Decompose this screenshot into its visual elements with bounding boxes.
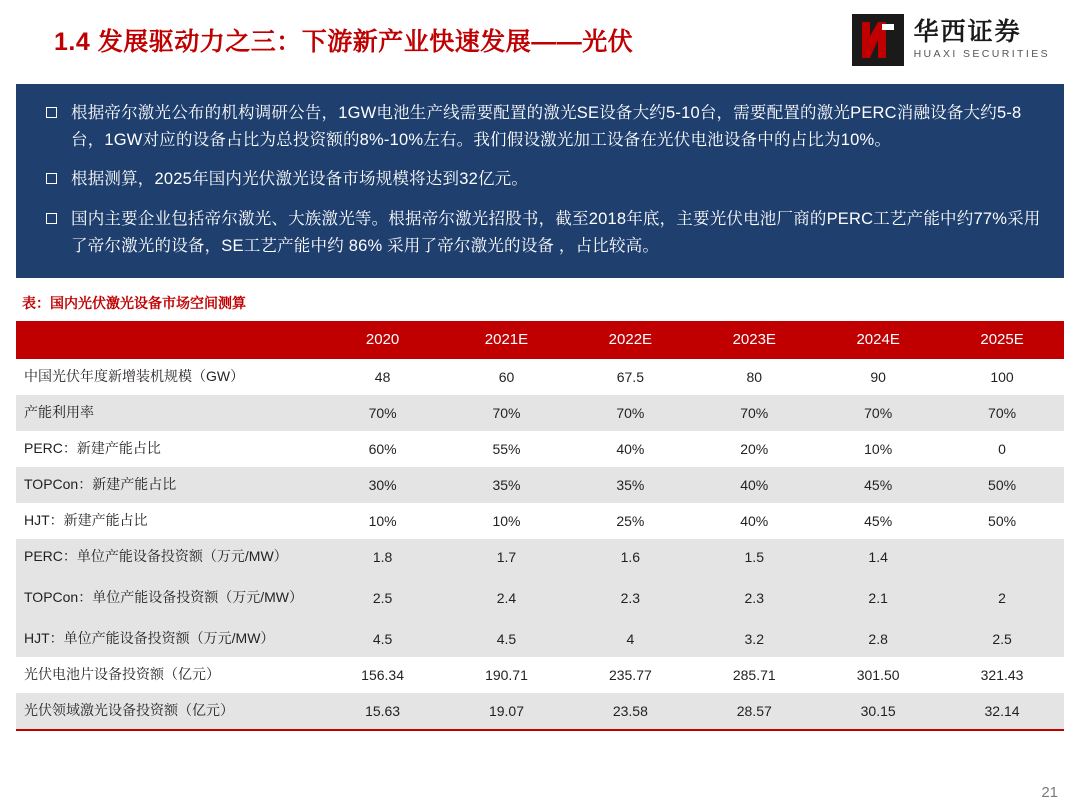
cell: 60 <box>445 359 569 395</box>
col-header-2025e: 2025E <box>940 321 1064 359</box>
cell: 35% <box>445 467 569 503</box>
col-header-2020: 2020 <box>321 321 445 359</box>
table-row <box>16 539 1064 575</box>
cell: 2.3 <box>568 575 692 621</box>
table-row <box>16 657 1064 693</box>
cell: 70% <box>445 395 569 431</box>
cell: 28.57 <box>692 693 816 729</box>
cell: 1.5 <box>692 539 816 575</box>
cell: 10% <box>445 503 569 539</box>
table-row <box>16 503 1064 539</box>
cell: 32.14 <box>940 693 1064 729</box>
cell <box>940 539 1064 575</box>
cell: 30.15 <box>816 693 940 729</box>
cell: 2 <box>940 575 1064 621</box>
cell: 30% <box>321 467 445 503</box>
table-row <box>16 621 1064 657</box>
cell: 100 <box>940 359 1064 395</box>
cell: 19.07 <box>445 693 569 729</box>
cell: 1.7 <box>445 539 569 575</box>
cell: 70% <box>816 395 940 431</box>
page-title: 1.4 发展驱动力之三：下游新产业快速发展——光伏 <box>54 28 634 56</box>
table <box>16 321 1064 729</box>
cell: 2.5 <box>940 621 1064 657</box>
cell: 235.77 <box>568 657 692 693</box>
cell: 70% <box>692 395 816 431</box>
cell: 67.5 <box>568 359 692 395</box>
bullet-text: 根据帝尔激光公布的机构调研公告，1GW电池生产线需要配置的激光SE设备大约5-10台，需要配置的激光PERC消融设备大约5-8台，1GW对应的设备占比为总投资额的8%-10%左右。我们假设激光加工设备在光伏电池设备中的占比为10%。 <box>71 104 1022 149</box>
bullet-item <box>38 166 1042 193</box>
market-size-table <box>16 321 1064 729</box>
cell: 301.50 <box>816 657 940 693</box>
cell: 80 <box>692 359 816 395</box>
cell: 40% <box>692 503 816 539</box>
cell: 10% <box>321 503 445 539</box>
cell: 10% <box>816 431 940 467</box>
cell: 25% <box>568 503 692 539</box>
cell: 3.2 <box>692 621 816 657</box>
cell: 90 <box>816 359 940 395</box>
table-row <box>16 431 1064 467</box>
cell: 1.8 <box>321 539 445 575</box>
table-caption: 表：国内光伏激光设备市场空间测算 <box>22 294 246 311</box>
cell: 0 <box>940 431 1064 467</box>
key-points-panel <box>16 84 1064 278</box>
cell: 156.34 <box>321 657 445 693</box>
row-label: PERC：新建产能占比 <box>16 431 321 467</box>
square-bullet-icon <box>46 173 57 184</box>
cell: 190.71 <box>445 657 569 693</box>
cell: 1.4 <box>816 539 940 575</box>
cell: 70% <box>940 395 1064 431</box>
cell: 35% <box>568 467 692 503</box>
cell: 50% <box>940 467 1064 503</box>
table-body <box>16 359 1064 729</box>
logo-name-en: HUAXI SECURITIES <box>913 48 1050 61</box>
row-label: TOPCon：单位产能设备投资额（万元/MW） <box>16 575 321 621</box>
cell: 2.1 <box>816 575 940 621</box>
cell: 20% <box>692 431 816 467</box>
cell: 23.58 <box>568 693 692 729</box>
huaxi-logo-icon <box>852 14 904 66</box>
cell: 285.71 <box>692 657 816 693</box>
cell: 1.6 <box>568 539 692 575</box>
table-bottom-divider <box>16 729 1064 731</box>
logo-text <box>914 19 1050 61</box>
cell: 45% <box>816 503 940 539</box>
cell: 4.5 <box>445 621 569 657</box>
table-head <box>16 321 1064 359</box>
table-row <box>16 467 1064 503</box>
table-row <box>16 575 1064 621</box>
cell: 40% <box>692 467 816 503</box>
cell: 60% <box>321 431 445 467</box>
page-number: 21 <box>1041 784 1058 801</box>
bullet-item <box>38 100 1042 153</box>
row-label: 光伏领域激光设备投资额（亿元） <box>16 693 321 729</box>
square-bullet-icon <box>46 213 57 224</box>
square-bullet-icon <box>46 107 57 118</box>
col-header-2021e: 2021E <box>445 321 569 359</box>
col-header-2023e: 2023E <box>692 321 816 359</box>
cell: 321.43 <box>940 657 1064 693</box>
cell: 2.4 <box>445 575 569 621</box>
cell: 45% <box>816 467 940 503</box>
table-row <box>16 395 1064 431</box>
bullet-text: 根据测算，2025年国内光伏激光设备市场规模将达到32亿元。 <box>71 170 529 189</box>
cell: 70% <box>568 395 692 431</box>
col-header-2022e: 2022E <box>568 321 692 359</box>
cell: 40% <box>568 431 692 467</box>
cell: 70% <box>321 395 445 431</box>
row-label: 产能利用率 <box>16 395 321 431</box>
table-row <box>16 693 1064 729</box>
table-header-row <box>16 321 1064 359</box>
cell: 2.3 <box>692 575 816 621</box>
cell: 55% <box>445 431 569 467</box>
row-label: HJT：单位产能设备投资额（万元/MW） <box>16 621 321 657</box>
row-label: 中国光伏年度新增装机规模（GW） <box>16 359 321 395</box>
row-label: TOPCon：新建产能占比 <box>16 467 321 503</box>
logo-name-cn: 华西证券 <box>913 17 1022 46</box>
row-label: 光伏电池片设备投资额（亿元） <box>16 657 321 693</box>
cell: 15.63 <box>321 693 445 729</box>
bullet-item <box>38 206 1042 259</box>
cell: 4.5 <box>321 621 445 657</box>
cell: 2.8 <box>816 621 940 657</box>
col-header-2024e: 2024E <box>816 321 940 359</box>
cell: 4 <box>568 621 692 657</box>
bullet-text: 国内主要企业包括帝尔激光、大族激光等。根据帝尔激光招股书，截至2018年底，主要光伏电池厂商的PERC工艺产能中约77%采用了帝尔激光的设备，SE工艺产能中约 86% 采用了帝尔激光的设备 ，占比较高。 <box>71 210 1041 255</box>
cell: 48 <box>321 359 445 395</box>
table-row <box>16 359 1064 395</box>
col-header-label <box>16 321 321 359</box>
cell: 2.5 <box>321 575 445 621</box>
row-label: PERC：单位产能设备投资额（万元/MW） <box>16 539 321 575</box>
company-logo <box>852 14 1062 66</box>
slide-header <box>0 0 1080 80</box>
row-label: HJT：新建产能占比 <box>16 503 321 539</box>
cell: 50% <box>940 503 1064 539</box>
